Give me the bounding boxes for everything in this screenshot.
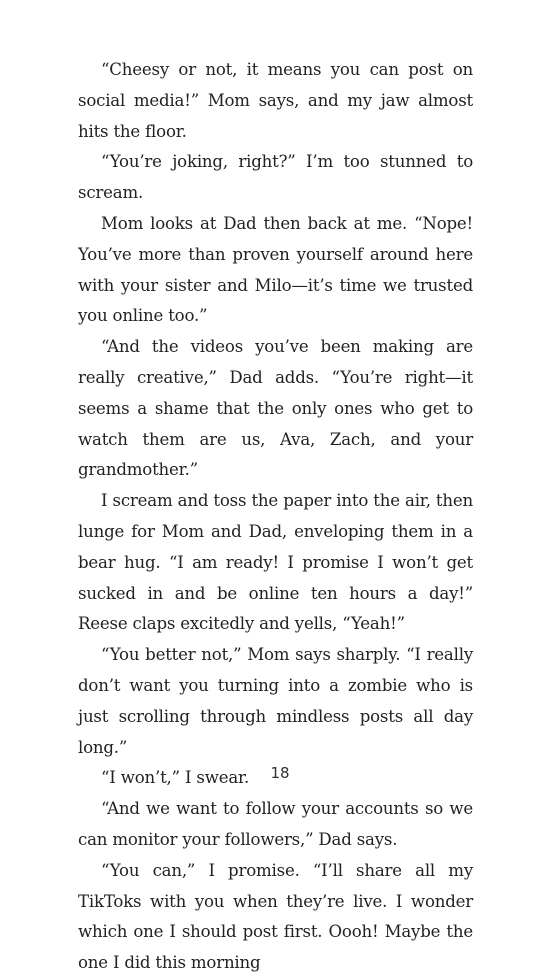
paragraph: I scream and toss the paper into the air, then lunge for Mom and Dad, enveloping them in a bear hug. “I am ready! I promise I won’t get sucked in and be online ten hours a day!” Reese claps excitedly and yells, “Yeah!” xyxy=(78,491,473,634)
paragraph: “You better not,” Mom says sharply. “I really don’t want you turning into a zombie who is just scrolling through mindless posts all day long.” xyxy=(78,645,473,757)
page-number: 18 xyxy=(270,764,290,782)
paragraph: “You’re joking, right?” I’m too stunned to scream. xyxy=(78,152,473,203)
paragraph: Mom looks at Dad then back at me. “Nope! You’ve more than proven yourself around here with your sister and Milo—it’s time we trusted you online too.” xyxy=(78,213,473,326)
paragraph: “And we want to follow your accounts so we can monitor your followers,” Dad says. xyxy=(78,799,473,849)
paragraph: “And the videos you’ve been making are really creative,” Dad adds. “You’re right—it seems a shame that the only ones who get to watch them are us, Ava, Zach, and your grandmother.” xyxy=(78,337,473,480)
paragraph: “I won’t,” I swear. xyxy=(101,768,250,788)
page-text xyxy=(78,55,473,979)
paragraph: “Cheesy or not, it means you can post on social media!” Mom says, and my jaw almost hits the floor. xyxy=(78,60,473,141)
paragraph: “You can,” I promise. “I’ll share all my TikToks with you when they’re live. I wonder which one I should post first. Oooh! Maybe the one I did this morning xyxy=(78,860,473,973)
